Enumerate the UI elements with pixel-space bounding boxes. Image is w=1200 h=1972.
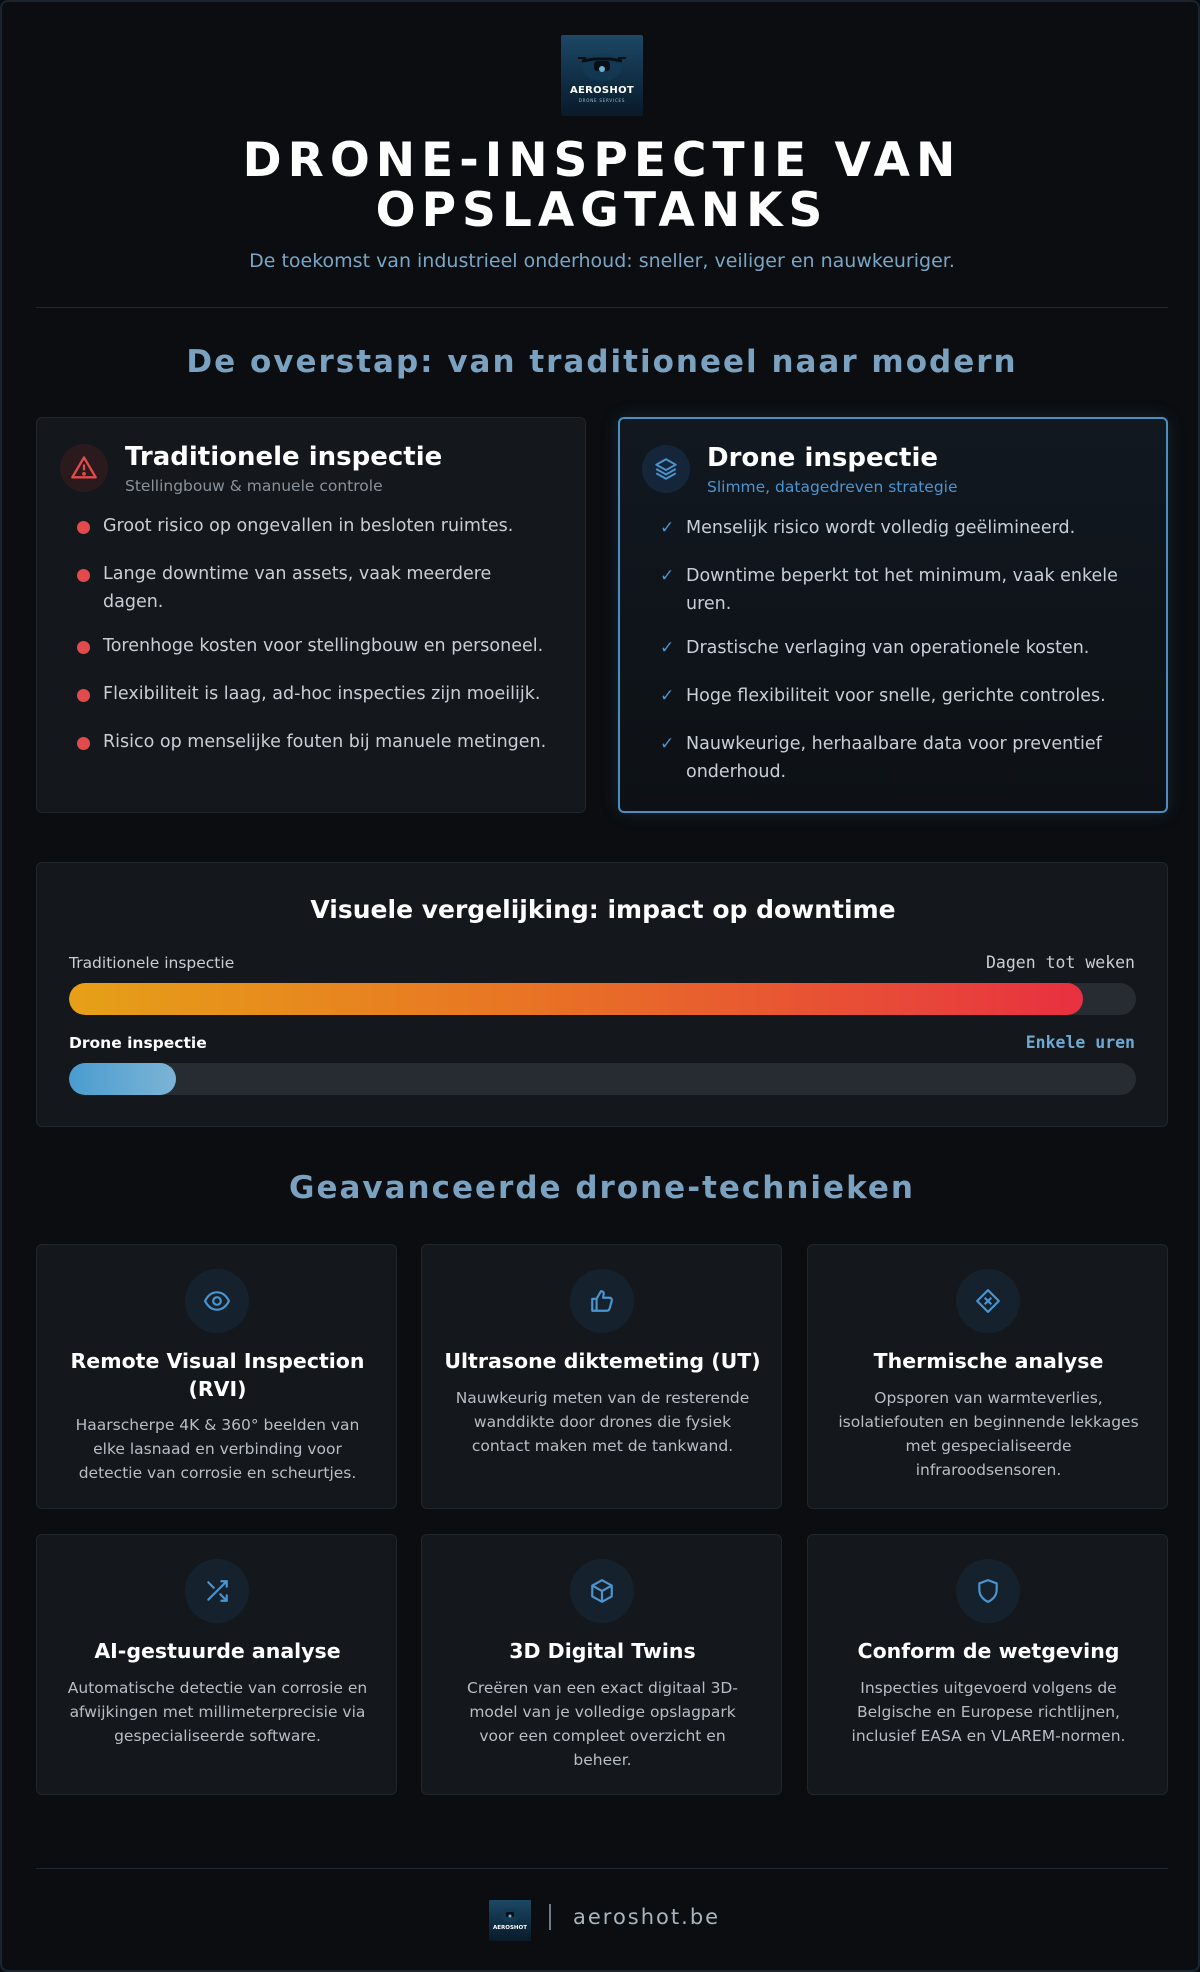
- traditional-bar-value: Dagen tot weken: [985, 953, 1135, 972]
- technique-title: AI-gestuurde analyse: [94, 1639, 341, 1663]
- shield-icon: [956, 1559, 1020, 1623]
- traditional-list: [77, 512, 577, 756]
- title-line-2: OPSLAGTANKS: [375, 183, 829, 238]
- check-icon: ✓: [660, 686, 675, 706]
- traditional-card: [36, 417, 586, 813]
- technique-title: Ultrasone diktemeting (UT): [444, 1349, 761, 1373]
- traditional-subtitle: Stellingbouw & manuele controle: [125, 477, 383, 495]
- techniques-heading: Geavanceerde drone-technieken: [289, 1170, 915, 1206]
- drone-icon: [572, 45, 632, 85]
- technique-title: Conform de wetgeving: [857, 1639, 1120, 1663]
- drone-bar-fill: [69, 1063, 176, 1095]
- check-icon: ✓: [660, 638, 675, 658]
- shuffle-arrows-icon: [185, 1559, 249, 1623]
- downtime-title: Visuele vergelijking: impact op downtime: [310, 895, 896, 924]
- technique-description: Creëren van een exact digitaal 3D- model van je volledige opslagpark voor een compleet overzicht en beheer.: [467, 1679, 738, 1769]
- technique-title: Remote Visual Inspection (RVI): [70, 1349, 365, 1401]
- footer-logo: [489, 1900, 531, 1941]
- comparison-heading: De overstap: van traditioneel naar modern: [186, 344, 1018, 380]
- bullet-dot: [77, 641, 90, 654]
- technique-description: Inspecties uitgevoerd volgens de Belgische en Europese richtlijnen, inclusief EASA en VLAREM-normen.: [851, 1679, 1126, 1745]
- footer-logo-brand: AEROSHOT: [493, 1925, 527, 1931]
- technique-description: Opsporen van warmteverlies, isolatiefouten en beginnende lekkages met gespecialiseerde infraroodsensoren.: [838, 1389, 1139, 1479]
- technique-card-digital-twin: [421, 1534, 782, 1795]
- drone-bar-value: Enkele uren: [1025, 1033, 1135, 1052]
- bullet-dot: [77, 569, 90, 582]
- drone-list: [660, 514, 1160, 786]
- check-icon: ✓: [660, 518, 675, 538]
- technique-description: Haarscherpe 4K & 360° beelden van elke lasnaad en verbinding voor detectie van corrosie en scheurtjes.: [75, 1416, 360, 1482]
- drone-card: [618, 417, 1168, 813]
- drone-bar-track: [69, 1063, 1136, 1095]
- traditional-title: Traditionele inspectie: [125, 442, 443, 472]
- list-item: ✓ Nauwkeurige, herhaalbare data voor preventief onderhoud.: [660, 730, 1160, 786]
- cube-icon: [570, 1559, 634, 1623]
- technique-description: Automatische detectie van corrosie en afwijkingen met millimeterprecisie via gespecialiseerde software.: [67, 1679, 368, 1745]
- list-item: Risico op menselijke fouten bij manuele metingen.: [77, 728, 577, 756]
- check-icon: ✓: [660, 566, 675, 586]
- list-item: Lange downtime van assets, vaak meerdere dagen.: [77, 560, 577, 616]
- footer-separator: [549, 1904, 551, 1930]
- list-item: ✓ Hoge flexibiliteit voor snelle, gerichte controles.: [660, 682, 1160, 710]
- page-title: [36, 133, 1168, 238]
- traditional-bar-fill: [69, 983, 1083, 1015]
- technique-description: Nauwkeurig meten van de resterende wanddikte door drones die fysiek contact maken met de tankwand.: [455, 1389, 750, 1455]
- divider: [36, 307, 1168, 308]
- page-subtitle: De toekomst van industrieel onderhoud: sneller, veiliger en nauwkeuriger.: [249, 250, 955, 272]
- downtime-panel: [36, 862, 1168, 1127]
- technique-card-rvi: [36, 1244, 397, 1509]
- traditional-bar-track: [69, 983, 1136, 1015]
- technique-card-ai: [36, 1534, 397, 1795]
- drone-icon: [495, 1904, 525, 1924]
- drone-bar-label: Drone inspectie: [69, 1034, 207, 1052]
- bullet-dot: [77, 521, 90, 534]
- list-item: ✓ Drastische verlaging van operationele kosten.: [660, 634, 1160, 662]
- traditional-bar-label: Traditionele inspectie: [69, 954, 235, 972]
- technique-title: Thermische analyse: [873, 1349, 1104, 1373]
- layers-icon: [642, 445, 690, 493]
- list-item: ✓ Menselijk risico wordt volledig geëlimineerd.: [660, 514, 1160, 542]
- bullet-dot: [77, 689, 90, 702]
- diamond-target-icon: [956, 1269, 1020, 1333]
- eye-icon: [185, 1269, 249, 1333]
- check-icon: ✓: [660, 734, 675, 754]
- list-item: ✓ Downtime beperkt tot het minimum, vaak enkele uren.: [660, 562, 1160, 618]
- title-line-1: DRONE-INSPECTIE VAN: [242, 133, 962, 188]
- footer-site-link[interactable]: aeroshot.be: [573, 1905, 721, 1929]
- aeroshot-logo: [561, 35, 643, 116]
- bullet-dot: [77, 737, 90, 750]
- drone-title: Drone inspectie: [707, 443, 938, 473]
- technique-card-ut: [421, 1244, 782, 1509]
- list-item: Flexibiliteit is laag, ad-hoc inspecties zijn moeilijk.: [77, 680, 577, 708]
- drone-subtitle: Slimme, datagedreven strategie: [707, 478, 958, 496]
- list-item: Torenhoge kosten voor stellingbouw en personeel.: [77, 632, 577, 660]
- logo-brand: AEROSHOT: [569, 85, 635, 96]
- thumbs-up-icon: [570, 1269, 634, 1333]
- technique-card-thermal: [807, 1244, 1168, 1509]
- logo-tagline: DRONE SERVICES: [578, 98, 626, 103]
- technique-title: 3D Digital Twins: [509, 1639, 696, 1663]
- technique-card-compliance: [807, 1534, 1168, 1795]
- footer-divider: [36, 1868, 1168, 1869]
- list-item: Groot risico op ongevallen in besloten ruimtes.: [77, 512, 577, 540]
- warning-triangle-icon: [60, 444, 108, 492]
